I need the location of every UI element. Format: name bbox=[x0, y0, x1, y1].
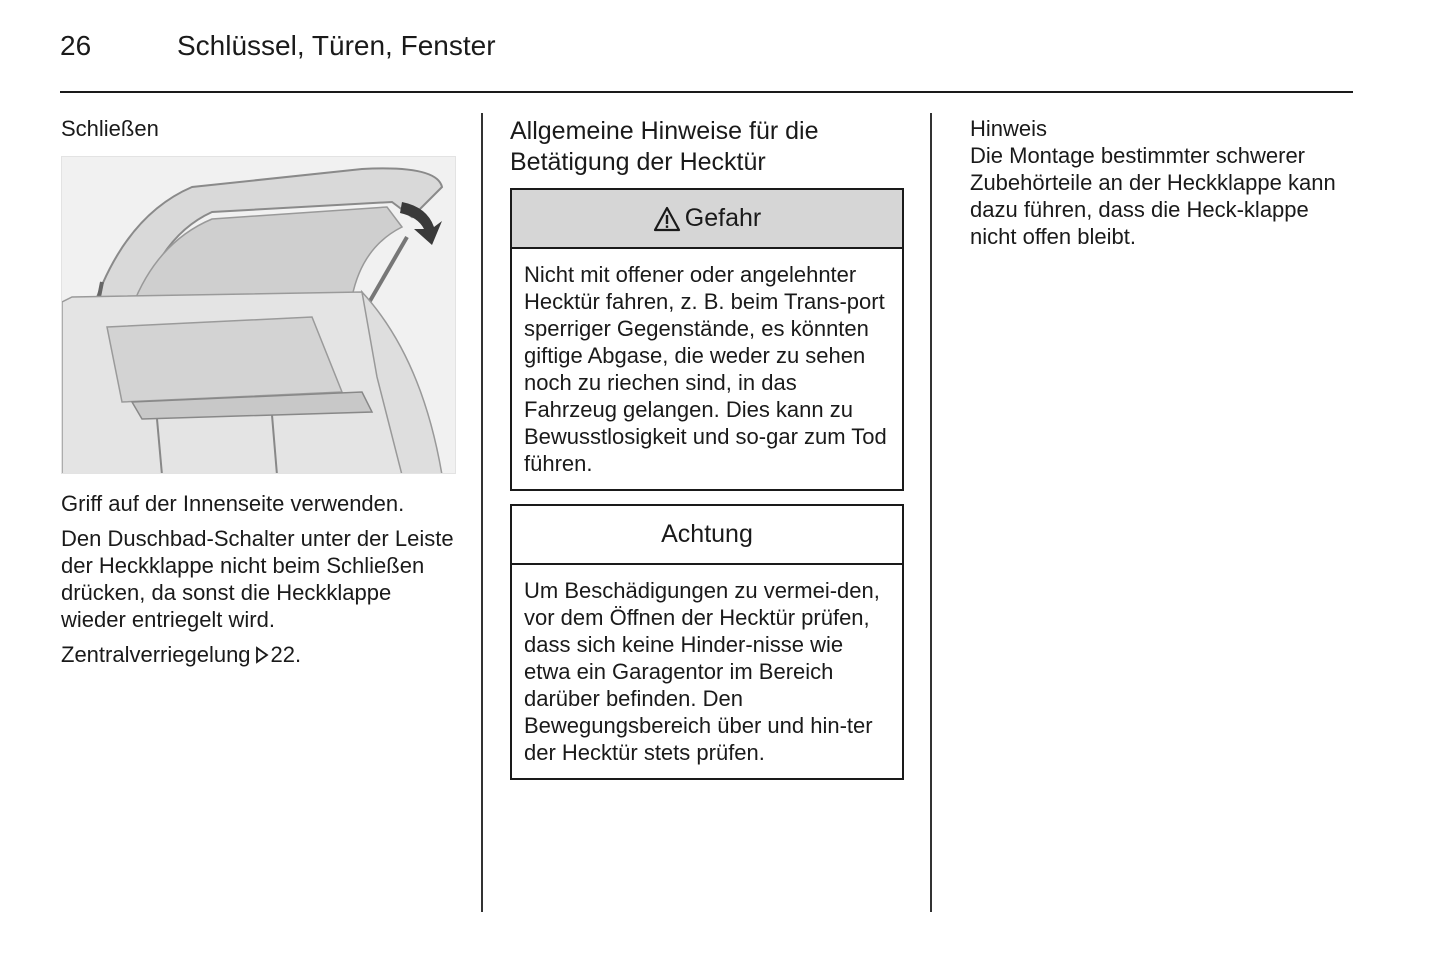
note-text: Die Montage bestimmter schwerer Zubehörteile an der Heckklappe kann dazu führen, dass die Heck-klappe nicht offen bleibt. bbox=[970, 143, 1336, 249]
caution-box-text: Um Beschädigungen zu vermei-den, vor dem Öffnen der Hecktür prüfen, dass sich keine Hinder-nisse wie etwa ein Garagentor im Bereich darüber befinden. Den Bewegungsbereich über und hin-ter der Hecktür stets prüfen. bbox=[524, 578, 880, 765]
warning-triangle-icon bbox=[653, 206, 681, 232]
note-heading: Hinweis bbox=[970, 116, 1048, 141]
paragraph: Griff auf der Innenseite verwenden. bbox=[61, 491, 405, 516]
column-right bbox=[970, 116, 1350, 250]
header-rule bbox=[60, 91, 1353, 93]
danger-box bbox=[510, 188, 904, 491]
column-divider bbox=[481, 113, 483, 912]
tailgate-figure bbox=[61, 156, 456, 474]
caution-box-header bbox=[512, 506, 902, 565]
xref-label: Zentralverriegelung bbox=[61, 642, 251, 667]
xref-page: 22. bbox=[270, 642, 302, 667]
column-middle bbox=[510, 116, 905, 780]
column-divider bbox=[930, 113, 932, 912]
danger-box-header bbox=[512, 190, 902, 249]
cross-reference[interactable] bbox=[61, 641, 461, 670]
subheading: Schließen bbox=[61, 116, 159, 141]
paragraph: Den Duschbad-Schalter unter der Leiste der Heckklappe nicht beim Schließen drücken, da sonst die Heckklappe wieder entriegelt wird. bbox=[61, 526, 454, 632]
page-number: 26 bbox=[60, 30, 92, 61]
caution-box-title: Achtung bbox=[661, 520, 753, 548]
car-tailgate-illustration bbox=[62, 157, 456, 474]
column-left bbox=[61, 116, 461, 670]
arrow-right-outline-icon bbox=[255, 643, 269, 670]
caution-box bbox=[510, 504, 904, 780]
danger-box-text: Nicht mit offener oder angelehnter Hecktür fahren, z. B. beim Trans-port sperriger Gegenstände, es könnten giftige Abgase, die weder zu sehen noch zu riechen sind, in das Fahrzeug gelangen. Dies kann zu Bewusstlosigkeit und so-gar zum Tod führen. bbox=[524, 262, 887, 476]
section-title: Allgemeine Hinweise für die Betätigung der Hecktür bbox=[510, 117, 819, 176]
danger-box-title: Gefahr bbox=[684, 204, 762, 232]
chapter-title: Schlüssel, Türen, Fenster bbox=[177, 30, 496, 61]
